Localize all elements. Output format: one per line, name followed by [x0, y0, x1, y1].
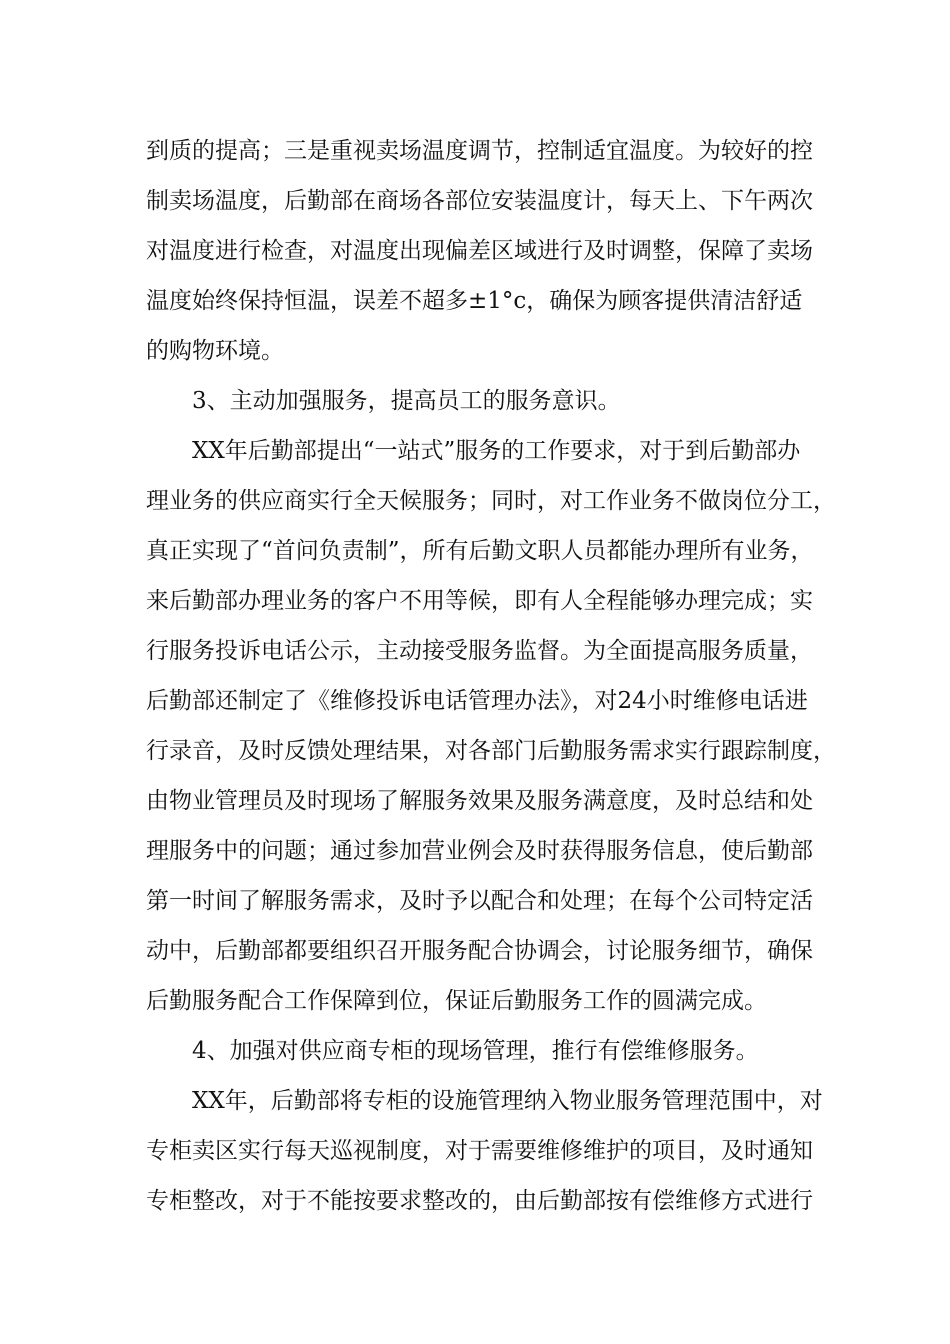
- text-line: 后勤服务配合工作保障到位，保证后勤服务工作的圆满完成。: [146, 988, 767, 1014]
- text-line: 专柜卖区实行每天巡视制度，对于需要维修维护的项目，及时通知: [146, 1138, 813, 1164]
- text-line: XX年，后勤部将专柜的设施管理纳入物业服务管理范围中，对: [192, 1088, 823, 1114]
- text-line: 理业务的供应商实行全天候服务；同时，对工作业务不做岗位分工，: [146, 488, 836, 514]
- text-line: 对温度进行检查，对温度出现偏差区域进行及时调整，保障了卖场: [146, 238, 813, 264]
- text-line: 真正实现了“首问负责制”，所有后勤文职人员都能办理所有业务，: [146, 538, 814, 564]
- text-line: 第一时间了解服务需求，及时予以配合和处理；在每个公司特定活: [146, 888, 813, 914]
- section-heading: 3、主动加强服务，提高员工的服务意识。: [192, 388, 621, 414]
- text-line: 到质的提高；三是重视卖场温度调节，控制适宜温度。为较好的控: [146, 138, 813, 164]
- section-heading: 4、加强对供应商专柜的现场管理，推行有偿维修服务。: [192, 1038, 759, 1064]
- text-line: 的购物环境。: [146, 338, 284, 364]
- text-line: 行录音，及时反馈处理结果，对各部门后勤服务需求实行跟踪制度，: [146, 738, 836, 764]
- text-line: 专柜整改，对于不能按要求整改的，由后勤部按有偿维修方式进行: [146, 1188, 813, 1214]
- text-line: 制卖场温度，后勤部在商场各部位安装温度计，每天上、下午两次: [146, 188, 813, 214]
- text-line: 由物业管理员及时现场了解服务效果及服务满意度，及时总结和处: [146, 788, 813, 814]
- text-line: 温度始终保持恒温，误差不超多±1°c，确保为顾客提供清洁舒适: [146, 288, 803, 314]
- text-line: 理服务中的问题；通过参加营业例会及时获得服务信息，使后勤部: [146, 838, 813, 864]
- text-line: 行服务投诉电话公示，主动接受服务监督。为全面提高服务质量，: [146, 638, 813, 664]
- text-line: 动中，后勤部都要组织召开服务配合协调会，讨论服务细节，确保: [146, 938, 813, 964]
- text-line: XX年后勤部提出“一站式”服务的工作要求，对于到后勤部办: [192, 438, 801, 464]
- text-line: 后勤部还制定了《维修投诉电话管理办法》，对24小时维修电话进: [146, 688, 808, 714]
- text-line: 来后勤部办理业务的客户不用等候，即有人全程能够办理完成；实: [146, 588, 813, 614]
